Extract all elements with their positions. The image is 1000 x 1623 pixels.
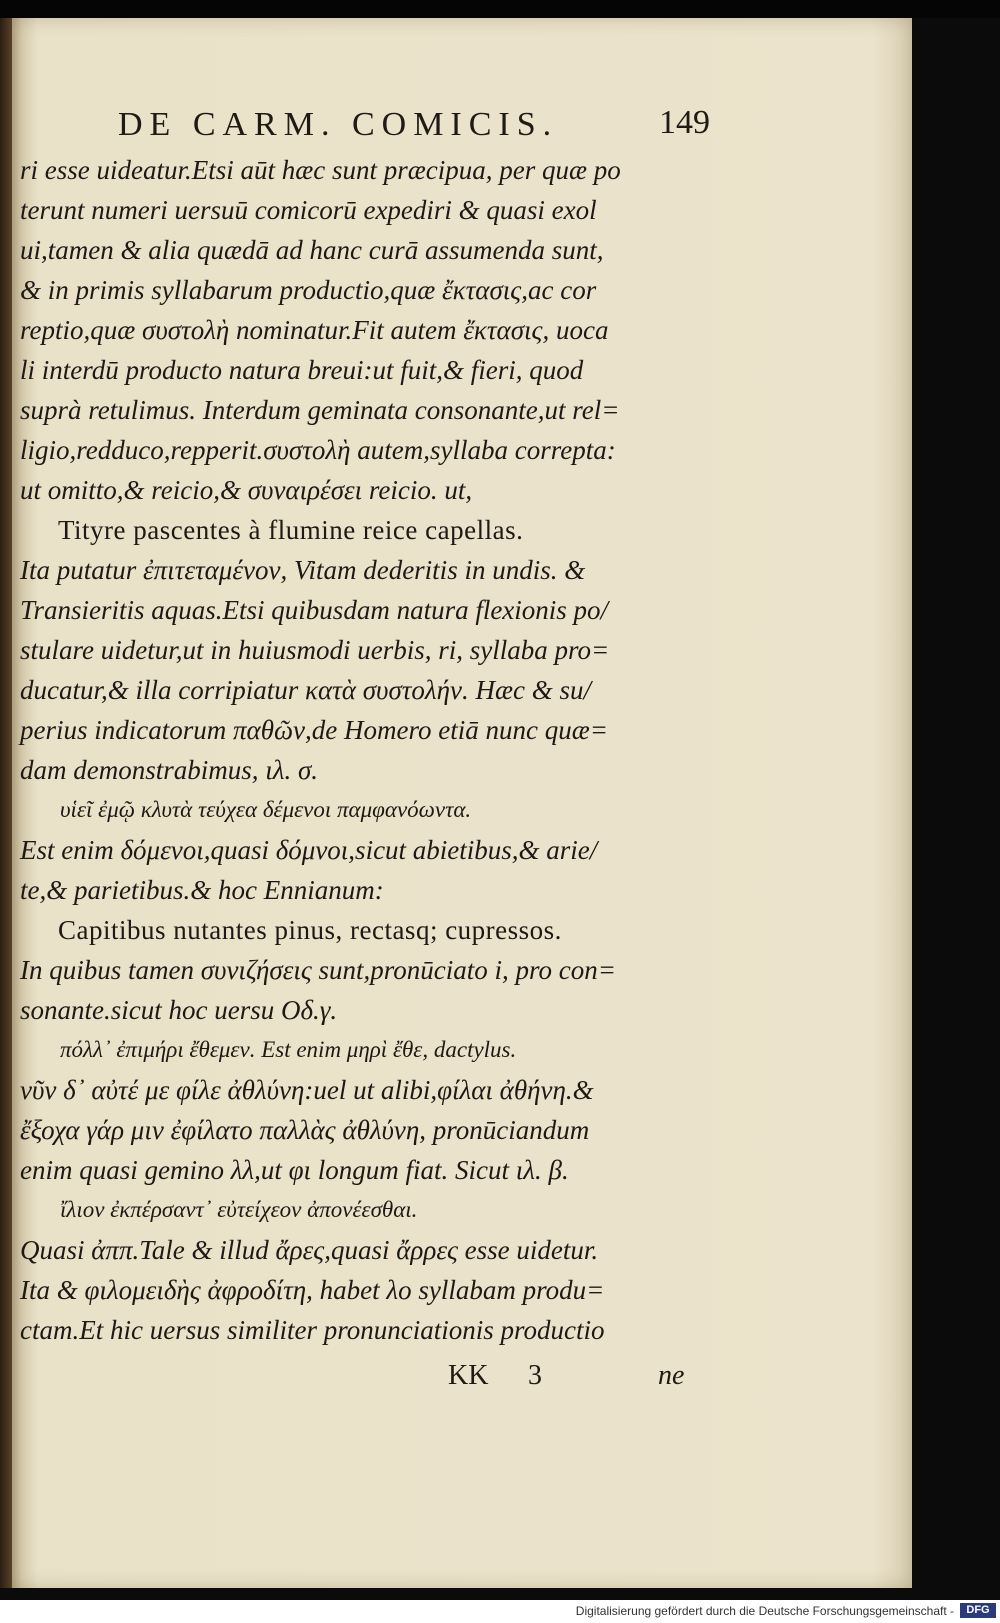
- signature-number: 3: [528, 1360, 542, 1391]
- page-text-block: [20, 150, 710, 1350]
- text-line: υἱεῖ ἐμῷ κλυτὰ τεύχεα δέμενοι παμφανόωντα.: [60, 797, 472, 822]
- text-line: li interdū producto natura breui:ut fuit,& fieri, quod: [20, 355, 584, 385]
- text-line: Ita putatur ἐπιτεταμένον, Vitam dederitis in undis. &: [20, 555, 586, 585]
- text-line: ἴλιον ἐκπέρσαντ᾽ εὐτείχεον ἀπονέεσθαι.: [60, 1197, 418, 1222]
- scan-background: [912, 18, 1000, 1588]
- text-line: Est enim δόμενοι,quasi δόμνοι,sicut abietibus,& arie/: [20, 835, 598, 865]
- text-line: Ita & φιλομειδὴς ἀφροδίτη, habet λο syllabam produ=: [20, 1275, 605, 1305]
- text-line: suprà retulimus. Interdum geminata consonante,ut rel=: [20, 395, 620, 425]
- text-line: Transieritis aquas.Etsi quibusdam natura flexionis po/: [20, 595, 609, 625]
- text-line: te,& parietibus.& hoc Ennianum:: [20, 875, 384, 905]
- text-line: πόλλ᾽ ἐπιμήρι ἔθεμεν. Est enim μηρὶ ἔθε, dactylus.: [60, 1037, 517, 1062]
- signature-mark: KK: [448, 1360, 489, 1391]
- funding-credit: Digitalisierung gefördert durch die Deutsche Forschungsgemeinschaft -: [575, 1604, 954, 1618]
- dfg-logo: DFG: [960, 1603, 996, 1618]
- text-line: ἔξοχα γάρ μιν ἐφίλατο παλλὰς ἀθλύνη, pronūciandum: [20, 1115, 590, 1145]
- text-line: In quibus tamen συνιζήσεις sunt,pronūciato i, pro con=: [20, 955, 617, 985]
- text-line: sonante.sicut hoc uersu Οδ.γ.: [20, 995, 338, 1025]
- text-line: reptio,quæ συστολὴ nominatur.Fit autem ἔκτασις, uoca: [20, 315, 609, 345]
- text-line: perius indicatorum παθῶν,de Homero etiā nunc quæ=: [20, 715, 608, 745]
- text-line: terunt numeri uersuū comicorū expediri & quasi exol: [20, 195, 597, 225]
- text-line: ctam.Et hic uersus similiter pronunciationis productio: [20, 1315, 605, 1345]
- catchword: ne: [658, 1360, 685, 1391]
- signature-line: [448, 1360, 718, 1400]
- text-line: ri esse uideatur.Etsi aūt hæc sunt præcipua, per quæ po: [20, 155, 621, 185]
- book-edge-top: [0, 0, 1000, 18]
- text-line: Tityre pascentes à flumine reice capellas.: [58, 515, 524, 545]
- text-line: & in primis syllabarum productio,quæ ἔκτασις,ac cor: [20, 275, 597, 305]
- running-head: DE CARM. COMICIS.: [118, 106, 559, 143]
- text-line: ut omitto,& reicio,& συναιρέσει reicio. ut,: [20, 475, 473, 505]
- text-line: dam demonstrabimus, ιλ. σ.: [20, 755, 319, 785]
- page-number: 149: [659, 104, 710, 141]
- text-line: enim quasi gemino λλ,ut φι longum fiat. Sicut ιλ. β.: [20, 1155, 569, 1185]
- text-line: ducatur,& illa corripiatur κατὰ συστολήν. Hæc & su/: [20, 675, 591, 705]
- text-line: ui,tamen & alia quædā ad hanc curā assumenda sunt,: [20, 235, 604, 265]
- text-line: ligio,redduco,repperit.συστολὴ autem,syllaba correpta:: [20, 435, 616, 465]
- text-line: νῦν δ᾽ αὐτέ με φίλε ἀθλύνη:uel ut alibi,φίλαι ἀθήνη.&: [20, 1075, 594, 1105]
- text-line: stulare uidetur,ut in huiusmodi uerbis, ri, syllaba pro=: [20, 635, 610, 665]
- book-spine-edge: [0, 18, 12, 1588]
- text-line: Quasi ἀππ.Tale & illud ἄρες,quasi ἄρρες esse uidetur.: [20, 1235, 599, 1265]
- text-line: Capitibus nutantes pinus, rectasq; cupressos.: [58, 915, 562, 945]
